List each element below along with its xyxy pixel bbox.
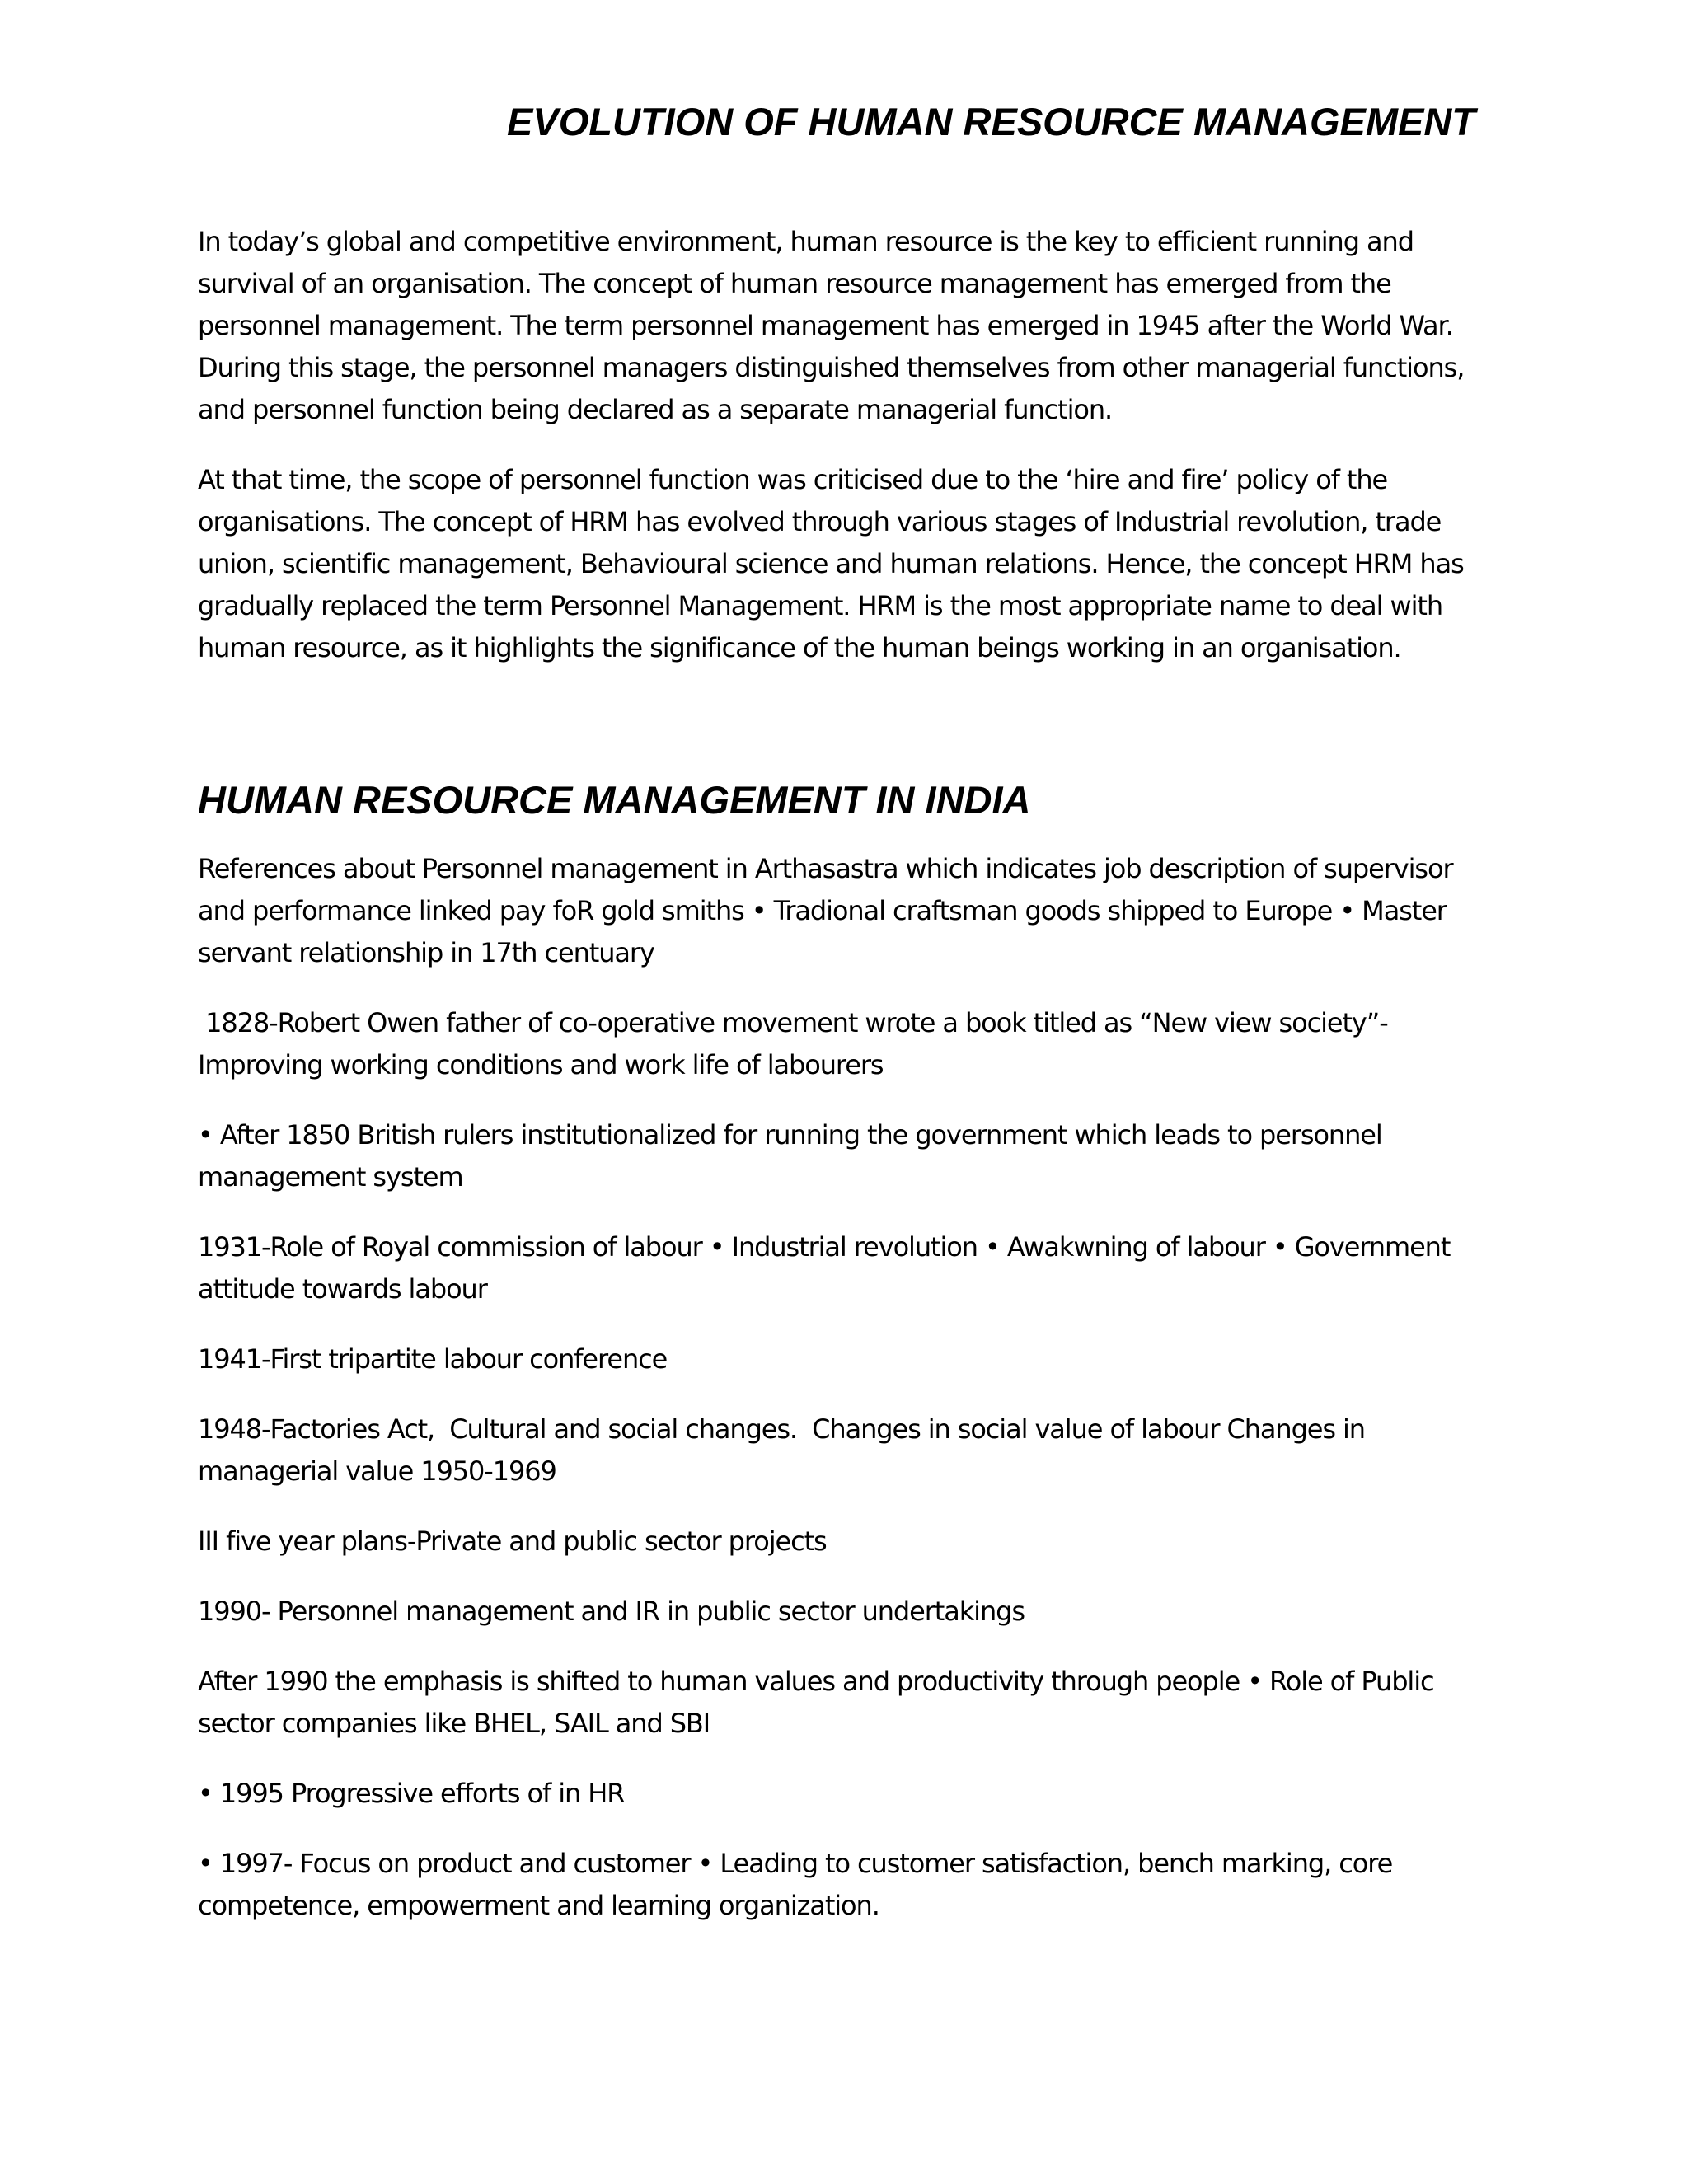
- india-paragraph-1990: 1990- Personnel management and IR in public sector undertakings: [198, 1596, 1025, 1627]
- india-paragraph-1828: 1828-Robert Owen father of co-operative movement wrote a book titled as “New view society”- Improving working conditions and work life of labourers: [198, 1007, 1395, 1080]
- section-heading-hrm-india: HUMAN RESOURCE MANAGEMENT IN INDIA: [198, 778, 1031, 822]
- india-paragraph-1941: 1941-First tripartite labour conference: [198, 1343, 668, 1375]
- india-paragraph-1948: 1948-Factories Act, Cultural and social changes. Changes in social value of labour Changes in managerial value 1950-1969: [198, 1413, 1373, 1487]
- india-paragraph-1995: • 1995 Progressive efforts of in HR: [198, 1778, 625, 1809]
- page-title: EVOLUTION OF HUMAN RESOURCE MANAGEMENT: [507, 100, 1475, 143]
- india-paragraph-five-year-plans: III five year plans-Private and public sector projects: [198, 1526, 827, 1557]
- india-section: [198, 848, 1484, 1955]
- india-paragraph-1931: 1931-Role of Royal commission of labour • Industrial revolution • Awakwning of labour • Government attitude towards labour: [198, 1231, 1458, 1305]
- intro-section: [198, 221, 1484, 697]
- india-paragraph-1850: • After 1850 British rulers institutionalized for running the government which leads to personnel management system: [198, 1119, 1390, 1193]
- intro-paragraph-1: In today’s global and competitive environment, human resource is the key to efficient running and survival of an organisation. The concept of human resource management has emerged from the personnel management. The term personnel management has emerged in 1945 after the World War. During this stage, the personnel managers distinguished themselves from other managerial functions, and personnel function being declared as a separate managerial function.: [198, 226, 1472, 425]
- india-paragraph-1997: • 1997- Focus on product and customer • Leading to customer satisfaction, bench marking, core competence, empowerment and learning organization.: [198, 1848, 1400, 1921]
- india-paragraph-after-1990: After 1990 the emphasis is shifted to human values and productivity through people • Role of Public sector companies like BHEL, SAIL and SBI: [198, 1666, 1442, 1739]
- intro-paragraph-2: At that time, the scope of personnel function was criticised due to the ‘hire and fire’ policy of the organisations. The concept of HRM has evolved through various stages of Industrial revolution, trade union, scientific management, Behavioural science and human relations. Hence, the concept HRM has gradually replaced the term Personnel Management. HRM is the most appropriate name to deal with human resource, as it highlights the significance of the human beings working in an organisation.: [198, 464, 1471, 663]
- india-paragraph-references: References about Personnel management in Arthasastra which indicates job description of supervisor and performance linked pay foR gold smiths • Tradional craftsman goods shipped to Europe • Master servant relationship in 17th centuary: [198, 853, 1461, 968]
